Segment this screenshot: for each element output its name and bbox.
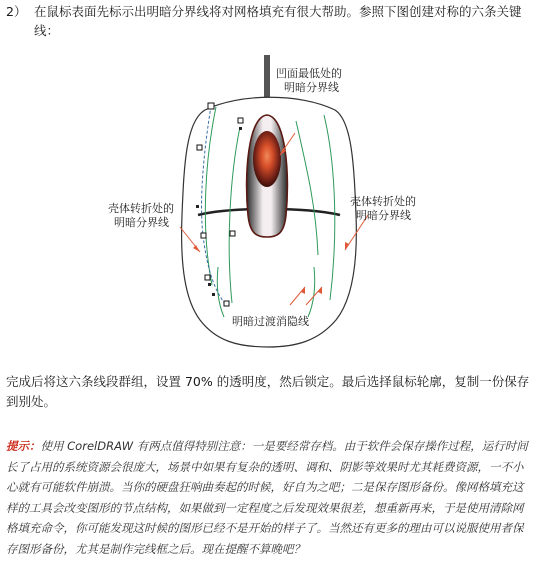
completion-note: 完成后将这六条线段群组，设置 70% 的透明度，然后锁定。最后选择鼠标轮廓，复制一份保存到别处。	[6, 374, 530, 409]
step-instruction	[6, 2, 531, 40]
curve-node	[197, 145, 202, 150]
label-top-line1: 凹面最低处的	[276, 67, 342, 80]
tip-block	[6, 436, 534, 559]
label-right-line1: 壳体转折处的	[350, 195, 416, 208]
curve-node	[224, 301, 229, 306]
tip-label: 提示：	[6, 439, 41, 453]
label-bottom: 明暗过渡消隐线	[232, 315, 309, 328]
tip-text: 使用 CorelDRAW 有两点值得特别注意：一是要经常存档。由于软件会保存操作过程，运行时间长了占用的系统资源会很庞大，场景中如果有复杂的透明、调和、阴影等效果时尤其耗费资源，一不小心就有可能软件崩溃。当你的硬盘狂响曲奏起的时候，好自为之吧；二是保存图形备份。像网格填充这样的工具会改变图形的节点结构，如果做到一定程度之后发现效果很差，想重新再来，于是使用清除网格填充命令，你可能发现这时候的图形已经不是开始的样子了。当然还有更多的理由可以说服使用者保存图形备份，尤其是制作完线框之后。现在提醒不算晚吧？	[6, 439, 528, 556]
curve-node	[201, 233, 206, 238]
curve-node	[230, 231, 235, 236]
label-right-line2: 明暗分界线	[356, 209, 411, 222]
step-number: 2）	[6, 4, 27, 19]
label-top-line2: 明暗分界线	[284, 81, 339, 94]
curve-node	[205, 275, 210, 280]
mouse-illustration	[100, 55, 440, 355]
scroll-wheel	[253, 131, 281, 187]
label-left-line1: 壳体转折处的	[108, 202, 174, 215]
curve-node	[238, 118, 243, 123]
curve-node	[208, 103, 214, 109]
mouse-figure-svg	[100, 55, 440, 355]
step-text: 在鼠标表面先标示出明暗分界线将对网格填充有很大帮助。参照下图创建对称的六条关键线：	[34, 4, 522, 38]
label-left-line2: 明暗分界线	[114, 216, 169, 229]
